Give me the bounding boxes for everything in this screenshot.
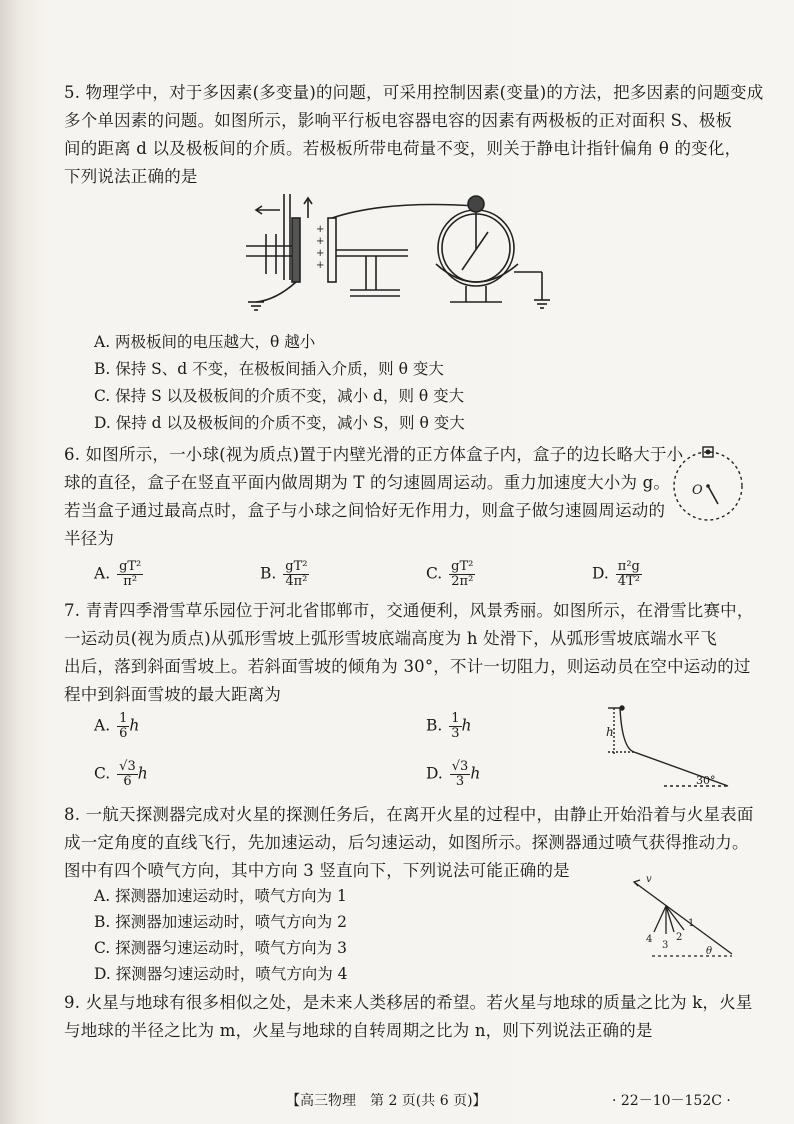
jet-dir-3-label: 3 — [662, 940, 669, 951]
svg-text:+: + — [316, 260, 325, 271]
q7-d-label: D. — [426, 764, 443, 783]
ski-slope-figure — [604, 704, 734, 790]
q7-d-var: h — [470, 764, 481, 783]
exam-code: · 22－10－152C · — [612, 1093, 731, 1109]
q7-option-c — [94, 760, 148, 789]
q8-line-1: 8. 一航天探测器完成对火星的探测任务后，在离开火星的过程中，由静止开始沿着与火星表面 — [64, 805, 754, 824]
q7-line-2: 一运动员(视为质点)从弧形雪坡上弧形雪坡底端高度为 h 处滑下，从弧形雪坡底端水平飞 — [64, 629, 717, 648]
q7-a-var: h — [129, 716, 140, 735]
q6-d-label: D. — [592, 564, 609, 583]
q6-option-a — [94, 560, 143, 589]
svg-text:+: + — [316, 236, 325, 247]
q6-d-num: π²g — [616, 560, 642, 575]
q7-d-num: √3 — [451, 759, 469, 774]
q7-c-den: 6 — [123, 774, 132, 789]
q7-line-1: 7. 青青四季滑雪草乐园位于河北省邯郸市，交通便利，风景秀丽。如图所示，在滑雪比赛中， — [64, 601, 754, 620]
q6-option-b — [260, 560, 309, 589]
jet-dir-2-label: 2 — [676, 932, 683, 943]
q7-a-label: A. — [94, 716, 111, 735]
q8-option-b: B. 探测器加速运动时，喷气方向为 2 — [94, 913, 348, 931]
q6-c-num: gT² — [451, 559, 474, 574]
svg-text:+: + — [316, 248, 325, 259]
q7-option-a — [94, 712, 139, 741]
q5-option-b: B. 保持 S、d 不变，在极板间插入介质，则 θ 变大 — [94, 360, 444, 378]
circle-center-label: O — [692, 483, 703, 498]
jet-dir-4-label: 4 — [646, 934, 653, 945]
q6-d-den: 4T² — [617, 574, 640, 589]
q9-line-2: 与地球的半径之比为 m，火星与地球的自转周期之比为 n，则下列说法正确的是 — [64, 1021, 653, 1040]
q6-c-label: C. — [426, 564, 443, 583]
q7-c-label: C. — [94, 764, 111, 783]
q7-a-num: 1 — [119, 711, 128, 726]
q7-option-d — [426, 760, 480, 789]
q6-a-num: gT² — [119, 559, 142, 574]
q7-b-var: h — [461, 716, 472, 735]
slope-angle-label: 30° — [696, 774, 716, 787]
q6-a-den: π² — [123, 574, 138, 589]
velocity-label: v — [646, 874, 652, 885]
q8-option-a: A. 探测器加速运动时，喷气方向为 1 — [94, 887, 347, 905]
q6-b-num: gT² — [285, 559, 308, 574]
q5-line-4: 下列说法正确的是 — [64, 167, 198, 186]
q5-option-d: D. 保持 d 以及极板间的介质不变，减小 S，则 θ 变大 — [94, 414, 465, 432]
q6-a-label: A. — [94, 564, 111, 583]
q5-line-2: 多个单因素的问题。如图所示，影响平行板电容器电容的因素有两极板的正对面积 S、极板 — [64, 111, 733, 130]
q6-option-c — [426, 560, 475, 589]
q7-b-num: 1 — [451, 711, 460, 726]
q5-option-a: A. 两极板间的电压越大，θ 越小 — [94, 333, 316, 351]
q6-b-label: B. — [260, 564, 277, 583]
height-label: h — [606, 725, 614, 739]
q8-line-3: 图中有四个喷气方向，其中方向 3 竖直向下，下列说法可能正确的是 — [64, 861, 570, 880]
q7-line-3: 出后，落到斜面雪坡上。若斜面雪坡的倾角为 30°，不计一切阻力，则运动员在空中运动的过 — [64, 657, 751, 676]
q6-c-den: 2π² — [451, 574, 474, 589]
q6-line-2: 球的直径，盒子在竖直平面内做周期为 T 的匀速圆周运动。重力加速度大小为 g。 — [64, 473, 671, 492]
probe-jet-figure — [632, 876, 742, 962]
q9-line-1: 9. 火星与地球有很多相似之处，是未来人类移居的希望。若火星与地球的质量之比为 k，火星 — [64, 993, 753, 1012]
svg-text:+: + — [316, 224, 325, 235]
q5-line-3: 间的距离 d 以及极板间的介质。若极板所带电荷量不变，则关于静电计指针偏角 θ 的变化， — [64, 139, 742, 158]
q7-line-4: 程中到斜面雪坡的最大距离为 — [64, 685, 282, 704]
q7-b-label: B. — [426, 716, 443, 735]
q7-a-den: 6 — [119, 726, 128, 741]
q6-line-3: 若当盒子通过最高点时，盒子与小球之间恰好无作用力，则盒子做匀速圆周运动的 — [64, 501, 666, 520]
angle-theta-label: θ — [706, 946, 713, 957]
q6-option-d — [592, 560, 642, 589]
q7-c-var: h — [137, 764, 148, 783]
q6-b-den: 4π² — [285, 574, 308, 589]
q7-d-den: 3 — [455, 774, 465, 789]
jet-dir-1-label: 1 — [688, 918, 695, 929]
q5-option-c: C. 保持 S 以及极板间的介质不变，减小 d，则 θ 变大 — [94, 387, 465, 405]
q7-option-b — [426, 712, 472, 741]
q8-option-c: C. 探测器匀速运动时，喷气方向为 3 — [94, 939, 347, 957]
q6-line-4: 半径为 — [64, 529, 115, 548]
q6-line-1: 6. 如图所示，一小球(视为质点)置于内壁光滑的正方体盒子内，盒子的边长略大于小 — [64, 445, 684, 464]
q8-line-2: 成一定角度的直线飞行，先加速运动，后匀速运动，如图所示。探测器通过喷气获得推动力。 — [64, 833, 749, 852]
q8-option-d: D. 探测器匀速运动时，喷气方向为 4 — [94, 965, 348, 983]
q7-b-den: 3 — [451, 726, 460, 741]
page-footer: 【高三物理 第 2 页(共 6 页)】 — [286, 1093, 487, 1109]
circular-motion-figure — [668, 444, 748, 524]
q5-line-1: 5. 物理学中，对于多因素(多变量)的问题，可采用控制因素(变量)的方法，把多因素的问题变成 — [64, 83, 764, 102]
capacitor-electroscope-figure — [236, 190, 566, 320]
q7-c-num: √3 — [119, 759, 136, 774]
